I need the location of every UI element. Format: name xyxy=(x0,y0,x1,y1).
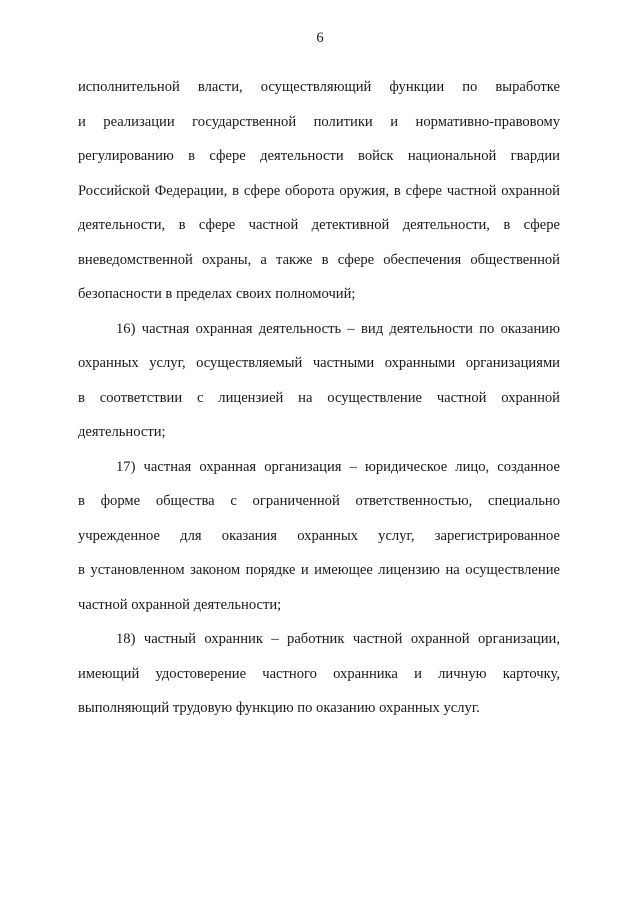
text-line: выполняющий трудовую функцию по оказанию охранных услуг. xyxy=(78,700,480,716)
text-line: и реализации государственной политики и нормативно-правовому xyxy=(78,113,560,130)
text-line: 17) частная охранная организация – юридическое лицо, созданное xyxy=(116,458,560,475)
text-line: исполнительной власти, осуществляющий функции по выработке xyxy=(78,79,560,95)
page-number: 6 xyxy=(316,30,324,46)
text-line: регулированию в сфере деятельности войск национальной гвардии xyxy=(78,148,560,164)
text-line: в форме общества с ограниченной ответственностью, специально xyxy=(78,493,560,509)
text-line: безопасности в пределах своих полномочий; xyxy=(78,286,356,302)
text-line: деятельности; xyxy=(78,424,166,440)
text-line: в установленном законом порядке и имеющее лицензию на осуществление xyxy=(78,562,560,578)
text-line: вневедомственной охраны, а также в сфере обеспечения общественной xyxy=(78,251,560,268)
text-line: имеющий удостоверение частного охранника и личную карточку, xyxy=(78,665,560,682)
text-line: частной охранной деятельности; xyxy=(78,596,282,613)
document-body xyxy=(78,77,560,733)
text-line: Российской Федерации, в сфере оборота оружия, в сфере частной охранной xyxy=(78,182,560,199)
text-line: в соответствии с лицензией на осуществление частной охранной xyxy=(78,389,560,406)
text-line: охранных услуг, осуществляемый частными охранными организациями xyxy=(78,355,560,371)
text-line: деятельности, в сфере частной детективной деятельности, в сфере xyxy=(78,217,560,233)
text-line: учрежденное для оказания охранных услуг, зарегистрированное xyxy=(78,527,560,544)
text-line: 18) частный охранник – работник частной охранной организации, xyxy=(116,631,560,647)
text-line: 16) частная охранная деятельность – вид деятельности по оказанию xyxy=(116,320,560,337)
